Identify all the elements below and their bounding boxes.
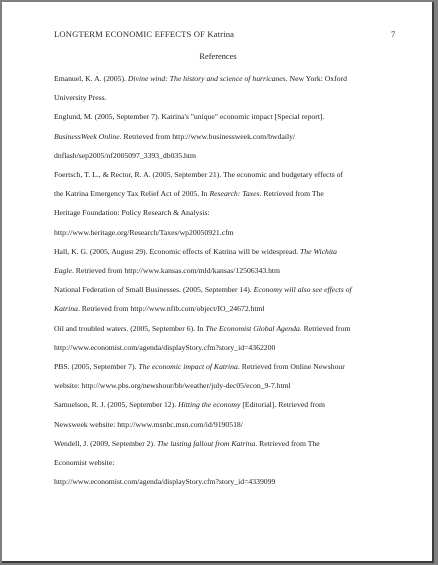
document-page <box>2 2 434 563</box>
reference-line: Englund, M. (2005, September 7). Katrina's "unique" economic impact [Special report]. <box>54 112 325 122</box>
reference-entry <box>54 107 400 165</box>
reference-line: Newsweek website: http://www.msnbc.msn.com/id/9190518/ <box>54 419 243 429</box>
reference-entry <box>54 242 400 280</box>
reference-line: Oil and troubled waters. (2005, September 6). In The Economist Global Agenda. Retrieved from <box>54 323 351 333</box>
reference-line: Emanuel, K. A. (2005). Divine wind: The history and science of hurricanes. New York: Oxford <box>54 74 347 83</box>
reference-line: PBS. (2005, September 7). The economic impact of Katrina. Retrieved from Online Newshour <box>54 362 345 372</box>
reference-list <box>54 69 400 491</box>
page-number: 7 <box>391 29 396 39</box>
reference-line: the Katrina Emergency Tax Relief Act of 2005. In Research: Taxes. Retrieved from The <box>54 189 324 199</box>
reference-line: http://www.economist.com/agenda/displayStory.cfm?story_id=4362200 <box>54 342 276 352</box>
reference-line: http://www.heritage.org/Research/Taxes/wp20050921.cfm <box>54 227 234 237</box>
reference-entry <box>54 319 400 357</box>
reference-entry <box>54 69 400 107</box>
reference-line: Wendell, J. (2009, September 2). The lasting fallout from Katrina. Retrieved from The <box>54 438 320 448</box>
reference-entry <box>54 280 400 318</box>
reference-line: Heritage Foundation: Policy Research & Analysis: <box>54 208 210 218</box>
reference-line: National Federation of Small Businesses. (2005, September 14). Economy will also see effects of <box>54 285 352 295</box>
reference-line: Samuelson, R. J. (2005, September 12). Hitting the economy [Editorial]. Retrieved from <box>54 400 325 410</box>
reference-line: http://www.economist.com/agenda/displayStory.cfm?story_id=4339099 <box>54 477 276 487</box>
reference-entry <box>54 395 400 433</box>
running-head: LONGTERM ECONOMIC EFFECTS OF Katrina <box>54 29 235 39</box>
reference-line: BusinessWeek Online. Retrieved from http://www.businessweek.com/bwdaily/ <box>54 131 296 141</box>
reference-line: Foertsch, T. L., & Rector, R. A. (2005, September 21). The economic and budgetary effects of <box>54 170 344 180</box>
reference-line: Katrina. Retrieved from http://www.nfib.com/object/IO_24672.html <box>54 304 265 314</box>
reference-line: website: http://www.pbs.org/newshour/bb/weather/july-dec05/econ_9-7.html <box>54 381 291 391</box>
reference-line: Eagle. Retrieved from http://www.kansas.com/mld/kansas/12506343.htm <box>54 266 281 276</box>
reference-entry <box>54 357 400 395</box>
reference-line: Hall, K. G. (2005, August 29). Economic effects of Katrina will be widespread. The Wichita <box>54 246 337 256</box>
reference-entry <box>54 434 400 492</box>
references-heading: References <box>199 52 237 61</box>
reference-line: dnflash/sep2005/nf2005097_3393_db035.htm <box>54 150 196 160</box>
reference-entry <box>54 165 400 242</box>
reference-line: Economist website: <box>54 458 115 468</box>
reference-line: University Press. <box>54 93 107 103</box>
